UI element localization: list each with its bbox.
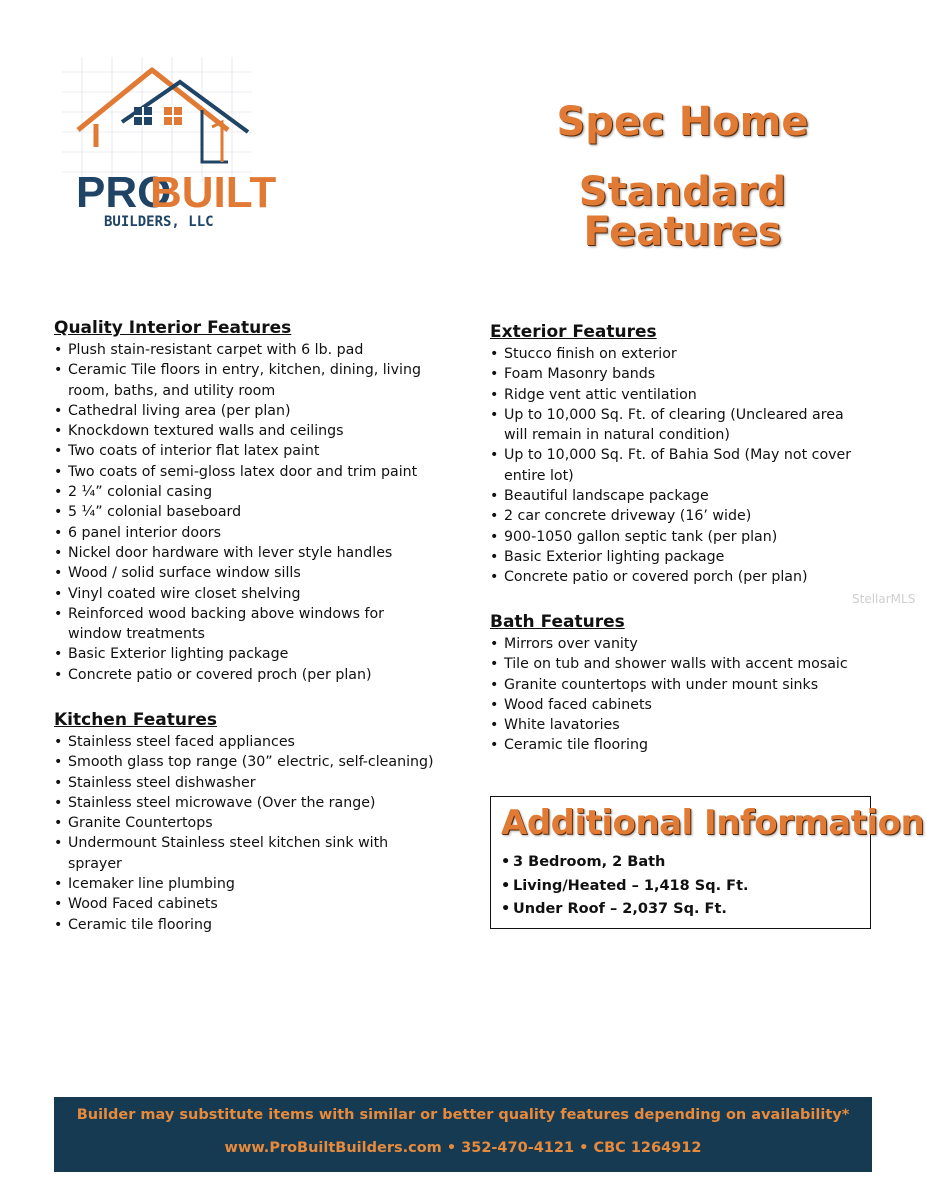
house-logo-icon xyxy=(52,52,277,232)
brand-built: BUILT xyxy=(150,168,277,217)
list-item: • 2 ¼” colonial casing xyxy=(54,482,434,502)
list-item: • Stainless steel microwave (Over the range) xyxy=(54,793,444,813)
brand-subtitle: BUILDERS, LLC xyxy=(104,214,214,230)
list-item: • Knockdown textured walls and ceilings xyxy=(54,421,434,441)
footer-disclaimer: Builder may substitute items with similar or better quality features depending on availability* xyxy=(76,1107,850,1123)
interior-features-section xyxy=(54,318,434,685)
list-item: • Under Roof – 2,037 Sq. Ft. xyxy=(501,898,860,922)
list-item: • Concrete patio or covered porch (per plan) xyxy=(490,567,870,587)
list-item: • Up to 10,000 Sq. Ft. of clearing (Uncleared area will remain in natural condition) xyxy=(490,405,870,446)
kitchen-features-heading: Kitchen Features xyxy=(54,710,218,730)
list-item: • Basic Exterior lighting package xyxy=(490,547,870,567)
kitchen-features-section xyxy=(54,710,444,935)
exterior-features-section xyxy=(490,322,870,588)
list-item: • Reinforced wood backing above windows for window treatments xyxy=(54,604,434,645)
list-item: • Ridge vent attic ventilation xyxy=(490,385,870,405)
list-item: • Foam Masonry bands xyxy=(490,364,870,384)
list-item: • Stainless steel faced appliances xyxy=(54,732,444,752)
list-item: • Icemaker line plumbing xyxy=(54,874,444,894)
mls-watermark: StellarMLS xyxy=(852,592,916,606)
list-item: • Granite countertops with under mount sinks xyxy=(490,675,870,695)
list-item: • 5 ¼” colonial baseboard xyxy=(54,502,434,522)
list-item: • 3 Bedroom, 2 Bath xyxy=(501,851,860,875)
list-item: • Cathedral living area (per plan) xyxy=(54,401,434,421)
list-item: • Two coats of interior flat latex paint xyxy=(54,441,434,461)
list-item: • Nickel door hardware with lever style handles xyxy=(54,543,434,563)
list-item: • Smooth glass top range (30” electric, self-cleaning) xyxy=(54,752,444,772)
list-item: • 900-1050 gallon septic tank (per plan) xyxy=(490,527,870,547)
list-item: • Wood / solid surface window sills xyxy=(54,563,434,583)
list-item: • 6 panel interior doors xyxy=(54,523,434,543)
list-item: • Wood Faced cabinets xyxy=(54,894,444,914)
list-item: • Plush stain-resistant carpet with 6 lb. pad xyxy=(54,340,434,360)
list-item: • Granite Countertops xyxy=(54,813,444,833)
list-item: • Wood faced cabinets xyxy=(490,695,870,715)
additional-information-list xyxy=(501,851,860,922)
kitchen-features-list xyxy=(54,732,444,935)
list-item: • Ceramic tile flooring xyxy=(54,915,444,935)
brand-pro: PRO xyxy=(76,168,172,217)
list-item: • Ceramic Tile floors in entry, kitchen, dining, living room, baths, and utility room xyxy=(54,360,434,401)
list-item: • 2 car concrete driveway (16’ wide) xyxy=(490,506,870,526)
interior-features-heading: Quality Interior Features xyxy=(54,318,292,338)
list-item: • Two coats of semi-gloss latex door and trim paint xyxy=(54,462,434,482)
additional-information-heading: Additional Information xyxy=(501,803,925,843)
bath-features-heading: Bath Features xyxy=(490,612,625,632)
bath-features-list xyxy=(490,634,870,756)
exterior-features-list xyxy=(490,344,870,588)
company-logo xyxy=(52,52,277,232)
list-item: • Stucco finish on exterior xyxy=(490,344,870,364)
footer-contact: www.ProBuiltBuilders.com • 352-470-4121 • CBC 1264912 xyxy=(224,1140,702,1156)
interior-features-list xyxy=(54,340,434,685)
bath-features-section xyxy=(490,612,870,756)
list-item: • White lavatories xyxy=(490,715,870,735)
list-item: • Living/Heated – 1,418 Sq. Ft. xyxy=(501,875,860,899)
list-item: • Vinyl coated wire closet shelving xyxy=(54,584,434,604)
list-item: • Tile on tub and shower walls with accent mosaic xyxy=(490,654,870,674)
exterior-features-heading: Exterior Features xyxy=(490,322,657,342)
list-item: • Beautiful landscape package xyxy=(490,486,870,506)
footer-banner xyxy=(54,1097,872,1172)
additional-information-box xyxy=(490,796,925,929)
list-item: • Undermount Stainless steel kitchen sink with sprayer xyxy=(54,833,444,874)
list-item: • Ceramic tile flooring xyxy=(490,735,870,755)
page-title-line1: Spec Home xyxy=(556,99,809,145)
page-title-line2: Standard Features xyxy=(578,169,787,255)
list-item: • Mirrors over vanity xyxy=(490,634,870,654)
list-item: • Up to 10,000 Sq. Ft. of Bahia Sod (May not cover entire lot) xyxy=(490,445,870,486)
list-item: • Concrete patio or covered proch (per plan) xyxy=(54,665,434,685)
list-item: • Stainless steel dishwasher xyxy=(54,773,444,793)
list-item: • Basic Exterior lighting package xyxy=(54,644,434,664)
